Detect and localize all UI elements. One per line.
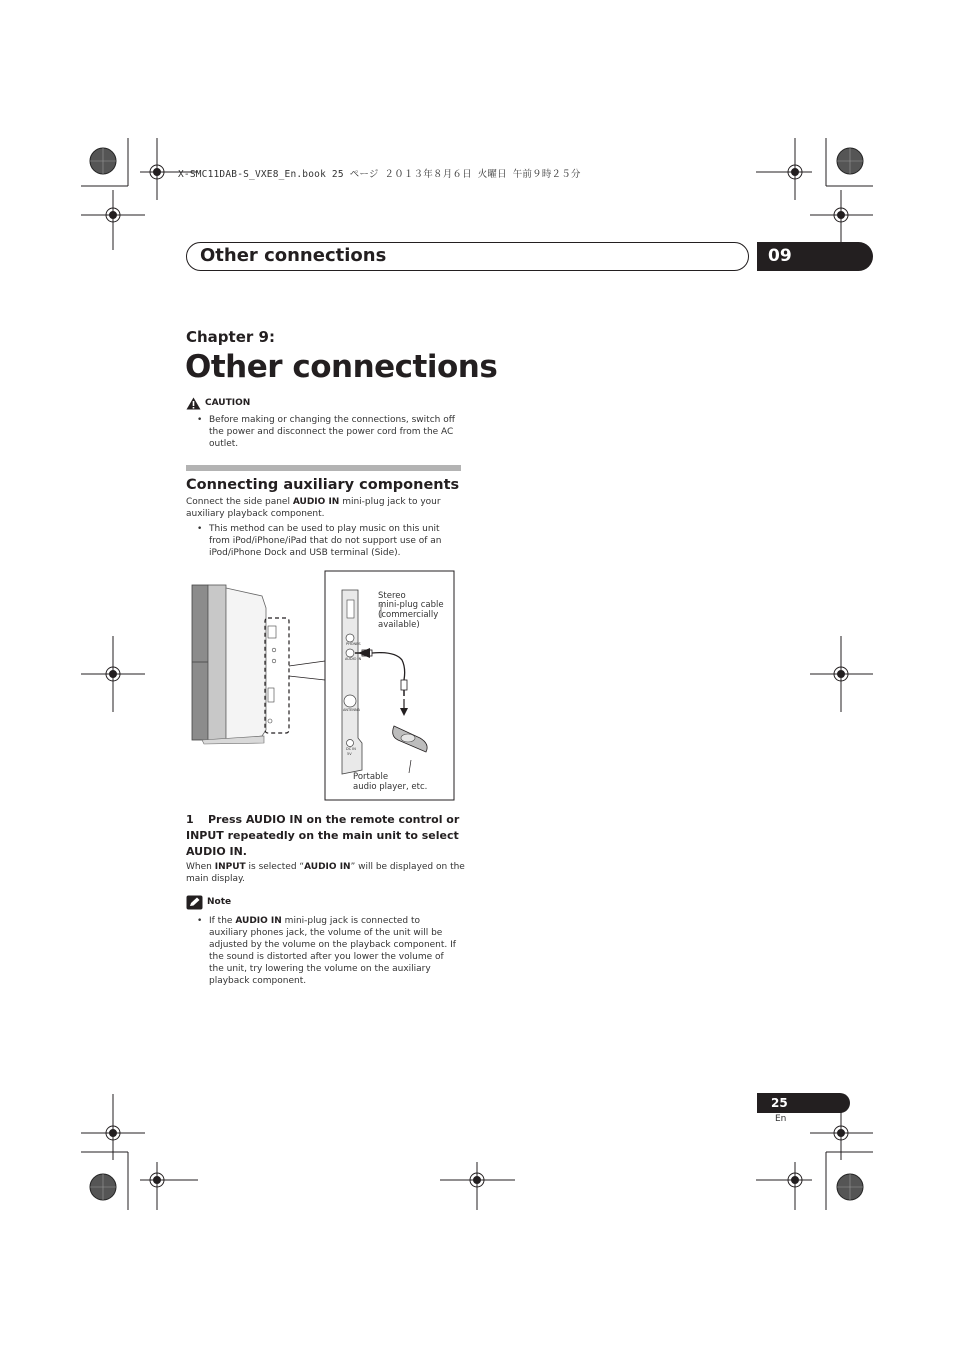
panel-label-phones: PHONES	[346, 642, 361, 646]
cable-label-line-3: (commercially	[378, 610, 439, 620]
caution-icon	[186, 397, 201, 410]
main-unit-illustration	[192, 585, 289, 744]
panel-label-audio-in: AUDIO IN	[345, 657, 362, 661]
page-language: En	[775, 1114, 787, 1124]
caution-bullet: • Before making or changing the connections, switch off the power and disconnect the power cord from the AC outlet.	[197, 415, 455, 449]
page-number: 25	[771, 1096, 788, 1110]
step-detail: When INPUT is selected “AUDIO IN” will be displayed on the main display.	[186, 862, 465, 884]
player-label-line-1: Portable	[353, 772, 389, 782]
chapter-label: Chapter 9:	[186, 328, 275, 346]
section-bullet: • This method can be used to play music on this unit from iPod/iPhone/iPad that do not support use of an iPod/iPhone Dock and USB terminal (Side).	[197, 524, 442, 558]
step-1	[186, 812, 466, 860]
connection-diagram	[190, 568, 465, 804]
step-number: 1	[186, 813, 194, 826]
note-label: Note	[207, 897, 232, 907]
section-divider	[186, 465, 461, 471]
step-instruction: Press AUDIO IN on the remote control or INPUT repeatedly on the main unit to select AUDIO IN.	[186, 813, 460, 858]
player-label-line-2: audio player, etc.	[353, 782, 428, 792]
chapter-title: Other connections	[185, 349, 498, 385]
cable-label-line-1: Stereo	[378, 591, 406, 601]
note-bullet: • If the AUDIO IN mini-plug jack is connected to auxiliary phones jack, the volume of the unit will be adjusted by the volume on the playback component. If the sound is distorted after you lower the volume of the unit, try lowering the volume on the auxiliary playback component.	[197, 916, 456, 986]
section-heading: Connecting auxiliary components	[186, 477, 460, 493]
header-section-title: Other connections	[200, 245, 387, 266]
cable-label-line-4: available)	[378, 620, 420, 630]
panel-label-dc-in: DC IN	[346, 747, 356, 751]
print-info-line: X-SMC11DAB-S_VXE8_En.book 25 ページ ２０１３年８月６日 火曜日 午前９時２５分	[178, 169, 581, 180]
caution-label: CAUTION	[205, 398, 251, 408]
cable-label-line-2: mini-plug cable	[378, 600, 444, 610]
note-icon	[186, 895, 203, 910]
section-intro: Connect the side panel AUDIO IN mini-plug jack to your auxiliary playback component.	[186, 497, 441, 519]
chapter-number: 09	[768, 246, 792, 266]
panel-label-antenna: ANTENNA	[343, 708, 360, 712]
panel-label-voltage: 5V	[347, 752, 352, 756]
